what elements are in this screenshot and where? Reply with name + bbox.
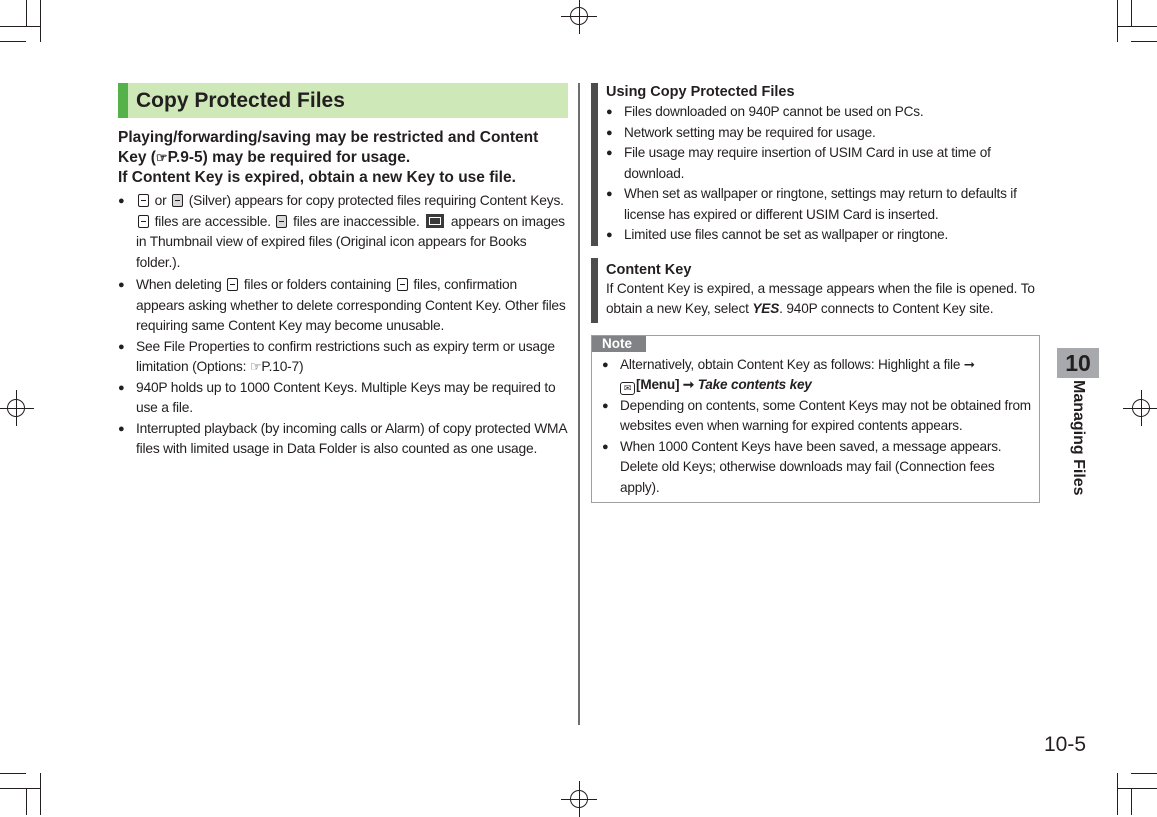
- list-item: ● When set as wallpaper or ringtone, settings may return to defaults if license has expired or different USIM Card is inserted.: [606, 184, 1040, 225]
- list-item: ● Files downloaded on 940P cannot be used on PCs.: [606, 102, 1040, 123]
- left-column: [118, 83, 568, 460]
- note-list: [602, 355, 1031, 499]
- list-item: ● File usage may require insertion of USIM Card in use at time of download.: [606, 143, 1040, 184]
- registration-mark-right: [1123, 390, 1157, 426]
- note-box: [591, 335, 1040, 504]
- expired-image-icon: [426, 214, 444, 228]
- list-item: ● Depending on contents, some Content Keys may not be obtained from websites even when warning for expired contents appears.: [602, 396, 1031, 437]
- page-number: 10-5: [1044, 733, 1087, 756]
- chapter-name: Managing Files: [1070, 380, 1087, 496]
- content-key-text: If Content Key is expired, a message appears when the file is opened. To obtain a new Key, select YES. 940P connects to Content Key site.: [606, 280, 1035, 316]
- content-key-icon: [227, 278, 238, 291]
- page-reference-icon: ☞: [249, 359, 262, 374]
- content-key-box: [591, 258, 1040, 323]
- box-title: Content Key: [606, 261, 692, 278]
- content-key-icon: [397, 278, 408, 291]
- list-item: ● Limited use files cannot be set as wallpaper or ringtone.: [606, 225, 1040, 246]
- list-item: ● Alternatively, obtain Content Key as follows: Highlight a file ➞ ✉ [Menu] ➞ Take contents key: [602, 355, 1031, 396]
- list-item: ● See File Properties to confirm restrictions such as expiry term or usage limitation (Options: ☞P.10-7): [118, 337, 568, 378]
- registration-mark-left: [0, 390, 34, 426]
- right-column: [591, 83, 1040, 503]
- content-key-icon: [138, 194, 149, 207]
- note-label: Note: [592, 335, 646, 352]
- column-divider: [578, 83, 580, 725]
- bullet-list: [118, 191, 568, 460]
- page-reference-icon: ☞: [155, 150, 168, 165]
- silver-content-key-icon: [172, 194, 183, 207]
- section-title: Copy Protected Files: [118, 83, 568, 118]
- usage-list: [606, 102, 1040, 246]
- chapter-number-tab: 10: [1057, 348, 1099, 378]
- list-item: ● Interrupted playback (by incoming calls or Alarm) of copy protected WMA files with limited usage in Data Folder is also counted as one usage.: [118, 419, 568, 460]
- registration-mark-top: [561, 0, 597, 34]
- silver-content-key-icon: [276, 215, 287, 228]
- list-item: ● 940P holds up to 1000 Content Keys. Multiple Keys may be required to use a file.: [118, 378, 568, 419]
- mail-key-icon: ✉: [620, 382, 635, 395]
- usage-box: [591, 83, 1040, 246]
- list-item: ● When 1000 Content Keys have been saved, a message appears. Delete old Keys; otherwise downloads may fail (Connection fees apply).: [602, 437, 1031, 499]
- content-key-icon: [138, 215, 149, 228]
- lead-text: Playing/forwarding/saving may be restricted and Content Key (☞P.9-5) may be required for usage. If Content Key is expired, obtain a new Key to use file.: [118, 129, 539, 186]
- list-item: ● or (Silver) appears for copy protected files requiring Content Keys. files are accessible. files are inaccessible. appears on images in Thumbnail view of expired files (Original icon appears for Books folder.).: [118, 191, 568, 273]
- box-title: Using Copy Protected Files: [606, 84, 795, 100]
- list-item: ● When deleting files or folders containing files, confirmation appears asking whether to delete corresponding Content Key. Other files requiring same Content Key may become unusable.: [118, 275, 568, 337]
- registration-mark-bottom: [561, 781, 597, 817]
- list-item: ● Network setting may be required for usage.: [606, 123, 1040, 144]
